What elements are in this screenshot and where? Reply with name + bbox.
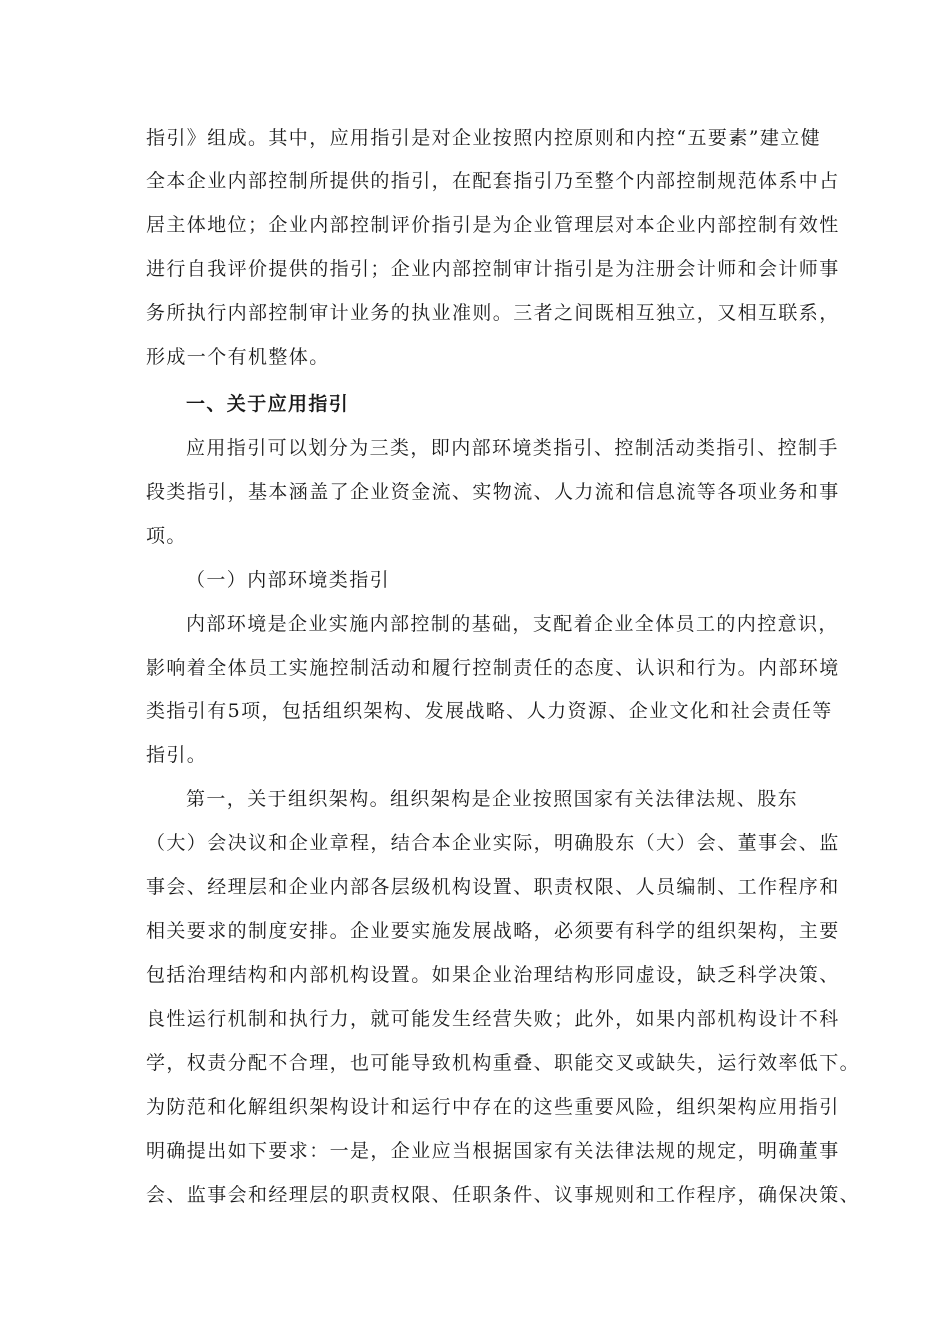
paragraph-line: 段类指引，基本涵盖了企业资金流、实物流、人力流和信息流等各项业务和事 bbox=[146, 481, 840, 503]
paragraph-line: 全本企业内部控制所提供的指引，在配套指引乃至整个内部控制规范体系中占 bbox=[146, 170, 840, 192]
paragraph-line: 明确提出如下要求：一是，企业应当根据国家有关法律法规的规定，明确董事 bbox=[146, 1140, 840, 1162]
paragraph-line: 居主体地位；企业内部控制评价指引是为企业管理层对本企业内部控制有效性 bbox=[146, 214, 840, 236]
paragraph-line: 指引。 bbox=[146, 744, 208, 766]
paragraph-line: 良性运行机制和执行力，就可能发生经营失败；此外，如果内部机构设计不科 bbox=[146, 1008, 840, 1030]
paragraph-line: 包括治理结构和内部机构设置。如果企业治理结构形同虚设，缺乏科学决策、 bbox=[146, 964, 840, 986]
paragraph-line: 应用指引可以划分为三类，即内部环境类指引、控制活动类指引、控制手 bbox=[186, 437, 839, 459]
paragraph-line: 指引》组成。其中，应用指引是对企业按照内控原则和内控“五要素”建立健 bbox=[146, 127, 822, 149]
section-heading: 一、关于应用指引 bbox=[186, 393, 350, 415]
paragraph-line: 类指引有5项，包括组织架构、发展战略、人力资源、企业文化和社会责任等 bbox=[146, 700, 833, 722]
paragraph-line: 形成一个有机整体。 bbox=[146, 346, 330, 368]
paragraph-line: 事会、经理层和企业内部各层级机构设置、职责权限、人员编制、工作程序和 bbox=[146, 876, 840, 898]
paragraph-line: 务所执行内部控制审计业务的执业准则。三者之间既相互独立，又相互联系， bbox=[146, 302, 840, 324]
paragraph-line: （大）会决议和企业章程，结合本企业实际，明确股东（大）会、董事会、监 bbox=[146, 832, 840, 854]
paragraph-line: 进行自我评价提供的指引；企业内部控制审计指引是为注册会计师和会计师事 bbox=[146, 258, 840, 280]
paragraph-line: 项。 bbox=[146, 525, 187, 547]
paragraph-line: 为防范和化解组织架构设计和运行中存在的这些重要风险，组织架构应用指引 bbox=[146, 1096, 840, 1118]
paragraph-line: 影响着全体员工实施控制活动和履行控制责任的态度、认识和行为。内部环境 bbox=[146, 657, 840, 679]
paragraph-line: 第一，关于组织架构。组织架构是企业按照国家有关法律法规、股东 bbox=[186, 788, 799, 810]
paragraph-line: 学，权责分配不合理，也可能导致机构重叠、职能交叉或缺失，运行效率低下。 bbox=[146, 1052, 861, 1074]
paragraph-line: 内部环境是企业实施内部控制的基础，支配着企业全体员工的内控意识， bbox=[186, 613, 839, 635]
paragraph-line: 相关要求的制度安排。企业要实施发展战略，必须要有科学的组织架构，主要 bbox=[146, 920, 840, 942]
paragraph-line: 会、监事会和经理层的职责权限、任职条件、议事规则和工作程序，确保决策、 bbox=[146, 1184, 861, 1206]
subsection-heading: （一）内部环境类指引 bbox=[186, 569, 391, 591]
